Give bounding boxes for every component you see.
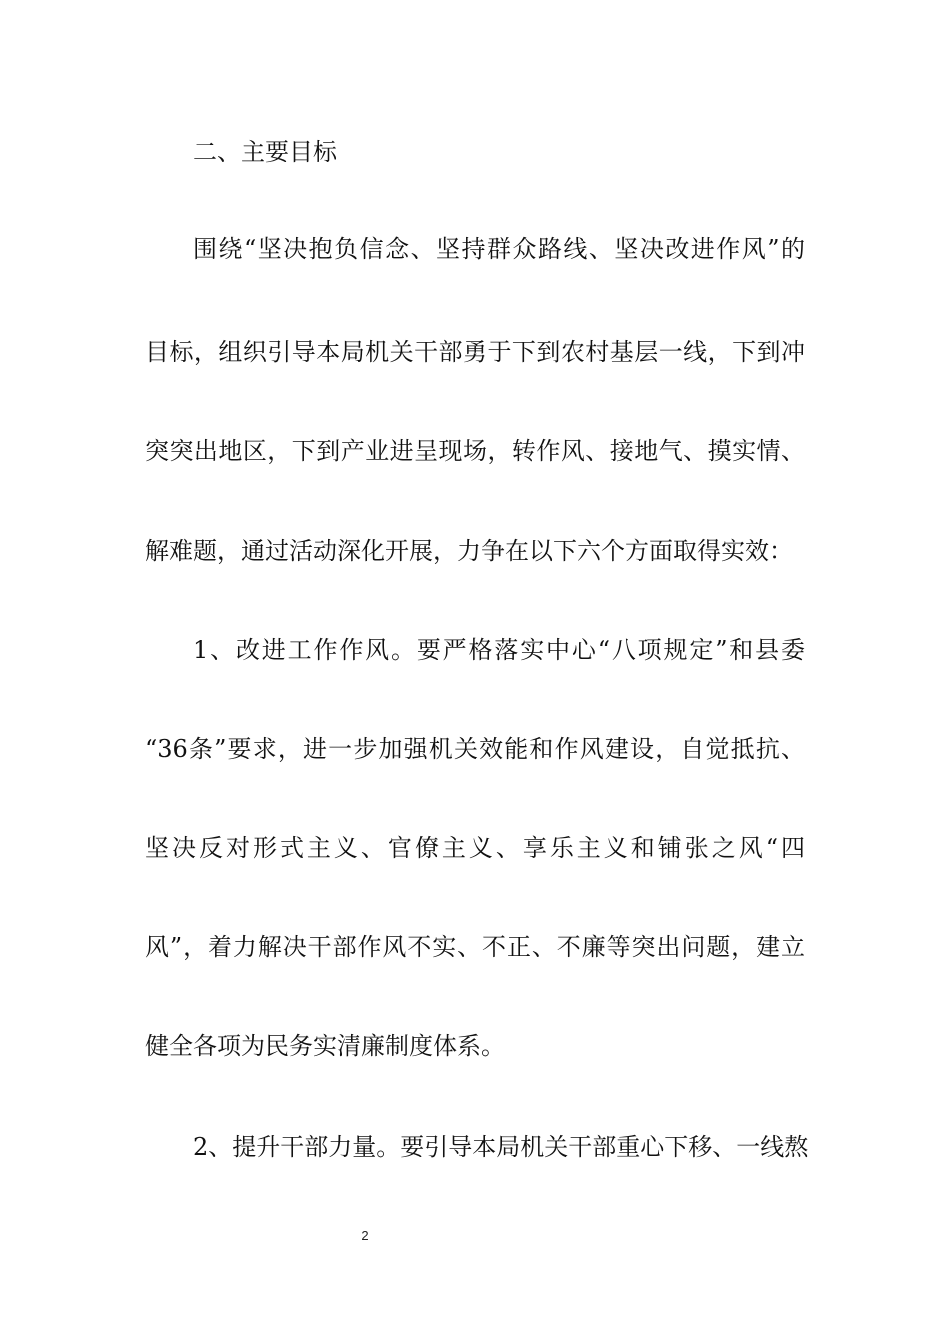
- paragraph-line: 突突出地区，下到产业进呈现场，转作风、接地气、摸实情、: [145, 437, 805, 465]
- paragraph-line: 围绕“坚决抱负信念、坚持群众路线、坚决改进作风”的: [193, 235, 805, 263]
- page-number: 2: [361, 1228, 369, 1243]
- item-1-line: 风”，着力解决干部作风不实、不正、不廉等突出问题，建立: [145, 933, 805, 961]
- item-1-line: 1、改进工作作风。要严格落实中心“八项规定”和县委: [193, 636, 805, 664]
- item-2-line: 2、提升干部力量。要引导本局机关干部重心下移、一线熬: [193, 1133, 809, 1161]
- paragraph-line: 目标，组织引导本局机关干部勇于下到农村基层一线，下到冲: [145, 338, 805, 366]
- item-1-line: “36条”要求，进一步加强机关效能和作风建设，自觉抵抗、: [145, 735, 805, 763]
- section-heading: 二、主要目标: [193, 138, 337, 166]
- item-1-line: 健全各项为民务实清廉制度体系。: [145, 1032, 505, 1060]
- item-1-line: 坚决反对形式主义、官僚主义、享乐主义和铺张之风“四: [145, 834, 805, 862]
- paragraph-line: 解难题，通过活动深化开展，力争在以下六个方面取得实效：: [145, 537, 793, 565]
